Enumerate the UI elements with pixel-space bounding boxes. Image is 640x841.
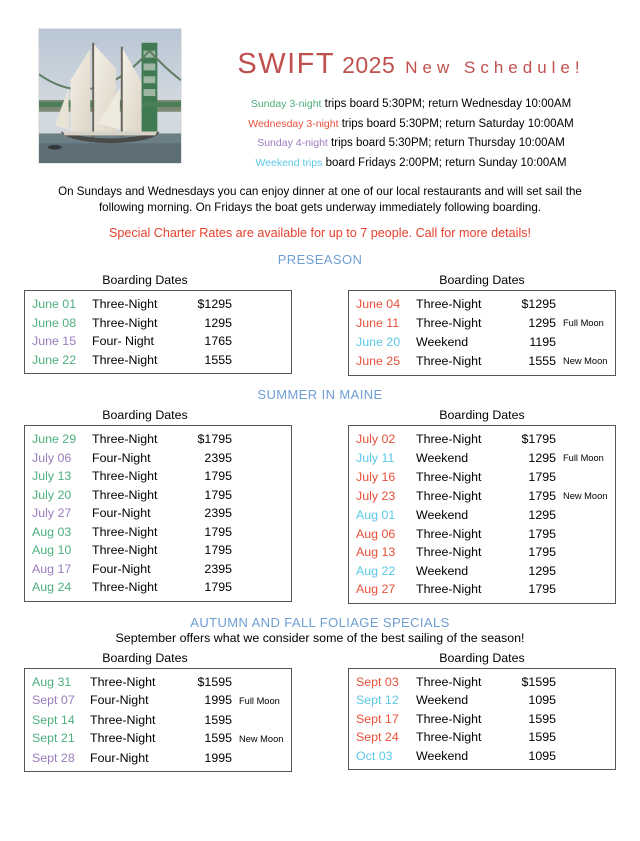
table-row[interactable] <box>25 332 291 351</box>
cell-price: 1795 <box>204 543 232 557</box>
cell-moon-phase: New Moon <box>563 356 608 366</box>
table-row[interactable] <box>349 710 615 729</box>
table-row[interactable] <box>25 691 291 711</box>
cell-moon-phase: Full Moon <box>239 695 280 706</box>
trip-type-row <box>182 95 640 115</box>
page-title <box>182 50 640 79</box>
cell-boarding-date: July 06 <box>32 450 72 465</box>
column-header-boarding-dates: Boarding Dates <box>102 273 188 287</box>
section-title-summer-in-maine: SUMMER IN MAINE <box>257 387 383 402</box>
schedule-column-summer-in-maine-left <box>24 408 292 604</box>
cell-trip-length: Four-Night <box>92 506 151 520</box>
column-header-boarding-dates: Boarding Dates <box>102 408 188 422</box>
table-row[interactable] <box>25 729 291 749</box>
cell-price: 1795 <box>528 470 556 484</box>
cell-moon-phase: Full Moon <box>563 318 604 328</box>
cell-trip-length: Four-Night <box>92 450 151 465</box>
cell-trip-length: Three-Night <box>92 352 158 367</box>
trip-detail-wednesday-three-night: trips board 5:30PM; return Saturday 10:00AM <box>338 117 574 130</box>
trip-type-row <box>182 115 640 135</box>
table-row[interactable] <box>25 560 291 579</box>
cell-trip-length: Three-Night <box>416 730 482 744</box>
cell-price: $1795 <box>521 432 556 446</box>
cell-trip-length: Three-Night <box>416 488 482 503</box>
schooner-under-sail-by-bridge-image <box>39 29 181 163</box>
cell-boarding-date: Sept 12 <box>356 693 399 707</box>
table-row[interactable] <box>25 430 291 449</box>
table-row[interactable] <box>349 333 615 352</box>
trip-type-row <box>182 154 640 174</box>
title-tagline: New Schedule! <box>405 58 585 77</box>
table-row[interactable] <box>349 747 615 766</box>
section-title-autumn-fall-foliage: AUTUMN AND FALL FOLIAGE SPECIALS <box>190 614 450 630</box>
cell-boarding-date: July 02 <box>356 432 396 446</box>
cell-price: 1595 <box>528 730 556 744</box>
trip-detail-sunday-four-night: trips board 5:30PM; return Thursday 10:00AM <box>327 137 565 149</box>
schedule-column-autumn-fall-foliage-left <box>24 651 292 773</box>
cell-boarding-date: June 01 <box>32 297 77 311</box>
cell-trip-length: Three-Night <box>416 353 482 368</box>
table-row[interactable] <box>349 487 615 507</box>
cell-moon-phase: New Moon <box>239 733 284 744</box>
cell-price: 1555 <box>528 353 556 368</box>
cell-trip-length: Three-Night <box>416 470 482 484</box>
table-row[interactable] <box>349 525 615 544</box>
trip-kind-sunday-four-night: Sunday 4-night <box>257 137 328 149</box>
cell-price: 1595 <box>528 711 556 726</box>
column-header-boarding-dates: Boarding Dates <box>439 650 525 665</box>
cell-boarding-date: Aug 06 <box>356 526 396 541</box>
schedule-column-summer-in-maine-right <box>348 408 616 604</box>
table-row[interactable] <box>349 543 615 562</box>
schedule-table-summer-in-maine-left <box>24 425 292 602</box>
cell-price: 1095 <box>528 693 556 707</box>
cell-price: 1795 <box>528 488 556 503</box>
cell-boarding-date: June 22 <box>32 352 77 367</box>
schedule-table-autumn-fall-foliage-left <box>24 668 292 773</box>
section-title-preseason: PRESEASON <box>277 252 363 267</box>
cell-price: 2395 <box>204 450 232 465</box>
table-row[interactable] <box>349 673 615 692</box>
cell-boarding-date: Sept 24 <box>356 730 399 744</box>
schedule-pair-autumn-fall-foliage <box>0 651 640 773</box>
cell-trip-length: Four- Night <box>92 334 154 348</box>
cell-boarding-date: July 16 <box>356 470 396 484</box>
cell-trip-length: Weekend <box>416 748 469 763</box>
cell-trip-length: Three-Night <box>92 432 158 446</box>
table-row[interactable] <box>25 314 291 333</box>
schooner-photo <box>38 28 182 164</box>
cell-trip-length: Weekend <box>416 693 469 707</box>
cell-price: 2395 <box>204 506 232 520</box>
cell-boarding-date: July 23 <box>356 488 396 503</box>
table-row[interactable] <box>25 504 291 523</box>
schedule-pair-preseason <box>0 273 640 376</box>
cell-boarding-date: June 29 <box>32 432 77 446</box>
cell-price: 1555 <box>204 352 232 367</box>
cell-boarding-date: Sept 28 <box>32 750 75 765</box>
table-row[interactable] <box>25 467 291 486</box>
cell-price: $1295 <box>197 297 232 311</box>
trip-type-row <box>182 134 640 154</box>
cell-price: 1795 <box>204 524 232 539</box>
cell-price: $1795 <box>197 432 232 446</box>
cell-boarding-date: Aug 27 <box>356 582 396 596</box>
cell-trip-length: Three-Night <box>416 297 482 311</box>
schedule-table-preseason-left <box>24 290 292 374</box>
cell-boarding-date: Sept 21 <box>32 731 75 745</box>
cell-price: 1765 <box>204 334 232 348</box>
cell-moon-phase: Full Moon <box>563 453 604 463</box>
cell-boarding-date: Aug 10 <box>32 543 72 557</box>
table-row[interactable] <box>25 449 291 468</box>
schedule-pair-summer-in-maine <box>0 408 640 604</box>
cell-trip-length: Three-Night <box>90 731 156 745</box>
table-row[interactable] <box>25 749 291 768</box>
table-row[interactable] <box>349 430 615 449</box>
cell-boarding-date: Aug 17 <box>32 561 72 576</box>
cell-boarding-date: Aug 22 <box>356 563 396 578</box>
table-row[interactable] <box>349 314 615 334</box>
table-row[interactable] <box>349 468 615 487</box>
table-row[interactable] <box>25 295 291 314</box>
cell-price: 1795 <box>528 582 556 596</box>
cell-trip-length: Three-Night <box>90 674 156 689</box>
cell-price: 1095 <box>528 748 556 763</box>
cell-price: 1795 <box>528 545 556 559</box>
trip-kind-sunday-three-night: Sunday 3-night <box>250 98 322 110</box>
table-row[interactable] <box>25 351 291 370</box>
cell-trip-length: Three-Night <box>92 524 158 539</box>
dining-note: On Sundays and Wednesdays you can enjoy dinner at one of our local restaurants and will set sail the following morning. On Fridays the boat gets underway immediately following boarding. <box>58 185 582 214</box>
cell-price: $1595 <box>521 674 556 689</box>
cell-boarding-date: Aug 03 <box>32 524 72 539</box>
table-row[interactable] <box>349 691 615 710</box>
trip-detail-sunday-three-night: trips board 5:30PM; return Wednesday 10:00AM <box>321 98 572 110</box>
cell-trip-length: Weekend <box>416 508 469 522</box>
cell-price: 1595 <box>204 731 232 745</box>
cell-trip-length: Four-Night <box>90 693 149 707</box>
cell-trip-length: Four-Night <box>90 750 149 765</box>
table-row[interactable] <box>349 295 615 314</box>
cell-boarding-date: June 25 <box>356 353 401 368</box>
table-row[interactable] <box>349 562 615 581</box>
cell-boarding-date: Sept 03 <box>356 674 399 689</box>
cell-boarding-date: June 20 <box>356 335 401 349</box>
cell-trip-length: Three-Night <box>416 315 482 330</box>
cell-boarding-date: Sept 14 <box>32 712 75 727</box>
cell-boarding-date: Sept 17 <box>356 711 399 726</box>
cell-trip-length: Weekend <box>416 563 469 578</box>
cell-trip-length: Four-Night <box>92 561 151 576</box>
cell-price: $1595 <box>197 674 232 689</box>
cell-moon-phase: New Moon <box>563 491 608 501</box>
schedule-column-preseason-right <box>348 273 616 376</box>
cell-trip-length: Three-Night <box>92 543 158 557</box>
cell-price: 1995 <box>204 693 232 707</box>
table-row[interactable] <box>25 711 291 730</box>
cell-price: 2395 <box>204 561 232 576</box>
cell-boarding-date: Aug 31 <box>32 674 72 689</box>
cell-boarding-date: June 11 <box>356 315 400 330</box>
cell-boarding-date: Sept 07 <box>32 693 75 707</box>
cell-price: 1995 <box>204 750 232 765</box>
cell-boarding-date: July 13 <box>32 469 72 483</box>
trip-detail-weekend: board Fridays 2:00PM; return Sunday 10:00AM <box>322 156 567 169</box>
table-row[interactable] <box>25 578 291 597</box>
cell-boarding-date: July 27 <box>32 506 72 520</box>
cell-boarding-date: Aug 24 <box>32 580 72 594</box>
cell-trip-length: Three-Night <box>92 580 158 594</box>
table-row[interactable] <box>25 486 291 505</box>
cell-boarding-date: Aug 13 <box>356 545 396 559</box>
cell-trip-length: Three-Night <box>92 315 158 330</box>
cell-price: 1795 <box>528 526 556 541</box>
table-row[interactable] <box>349 580 615 599</box>
cell-trip-length: Three-Night <box>416 526 482 541</box>
cell-price: 1295 <box>528 450 556 465</box>
table-row[interactable] <box>25 541 291 560</box>
column-header-boarding-dates: Boarding Dates <box>439 408 525 422</box>
cell-boarding-date: Oct 03 <box>356 748 393 763</box>
column-header-boarding-dates: Boarding Dates <box>102 650 188 665</box>
cell-price: 1295 <box>528 508 556 522</box>
table-row[interactable] <box>25 523 291 542</box>
cell-price: 1795 <box>204 580 232 594</box>
schedule-column-autumn-fall-foliage-right <box>348 651 616 773</box>
column-header-boarding-dates: Boarding Dates <box>439 273 525 287</box>
cell-price: 1595 <box>204 712 232 727</box>
cell-trip-length: Three-Night <box>416 711 482 726</box>
table-row[interactable] <box>349 449 615 469</box>
section-subtitle-autumn-fall-foliage: September offers what we consider some of the best sailing of the season! <box>115 630 525 645</box>
cell-trip-length: Three-Night <box>90 712 156 727</box>
cell-trip-length: Three-Night <box>92 297 158 311</box>
cell-price: 1295 <box>528 315 556 330</box>
schedule-table-preseason-right <box>348 290 616 376</box>
schedule-table-summer-in-maine-right <box>348 425 616 604</box>
cell-boarding-date: June 04 <box>356 297 401 311</box>
page-header <box>0 0 640 173</box>
schedule-table-autumn-fall-foliage-right <box>348 668 616 771</box>
cell-boarding-date: June 08 <box>32 315 77 330</box>
title-year: 2025 <box>342 52 396 78</box>
cell-price: 1795 <box>204 487 232 502</box>
cell-trip-length: Three-Night <box>416 432 482 446</box>
cell-price: 1795 <box>204 469 232 483</box>
table-row[interactable] <box>25 673 291 692</box>
cell-price: $1295 <box>521 297 556 311</box>
title-swift: SWIFT <box>237 48 336 80</box>
cell-boarding-date: July 11 <box>356 450 395 465</box>
table-row[interactable] <box>349 352 615 372</box>
cell-boarding-date: July 20 <box>32 487 72 502</box>
cell-trip-length: Three-Night <box>416 674 482 689</box>
cell-price: 1195 <box>529 335 556 349</box>
cell-trip-length: Three-Night <box>92 469 158 483</box>
table-row[interactable] <box>349 506 615 525</box>
cell-price: 1295 <box>204 315 232 330</box>
trip-kind-weekend: Weekend trips <box>255 156 323 169</box>
charter-rates-note: Special Charter Rates are available for up to 7 people. Call for more details! <box>108 226 532 240</box>
cell-trip-length: Weekend <box>416 335 469 349</box>
cell-price: 1295 <box>528 563 556 578</box>
trip-kind-wednesday-three-night: Wednesday 3-night <box>248 117 339 130</box>
cell-trip-length: Three-Night <box>92 487 158 502</box>
title-block <box>182 28 640 173</box>
cell-trip-length: Weekend <box>416 450 469 465</box>
table-row[interactable] <box>349 728 615 747</box>
schedule-column-preseason-left <box>24 273 292 376</box>
cell-trip-length: Three-Night <box>416 545 482 559</box>
trip-type-list <box>182 95 640 173</box>
cell-boarding-date: June 15 <box>32 334 77 348</box>
cell-trip-length: Three-Night <box>416 582 482 596</box>
schedule-sections <box>0 252 640 772</box>
cell-boarding-date: Aug 01 <box>356 508 396 522</box>
